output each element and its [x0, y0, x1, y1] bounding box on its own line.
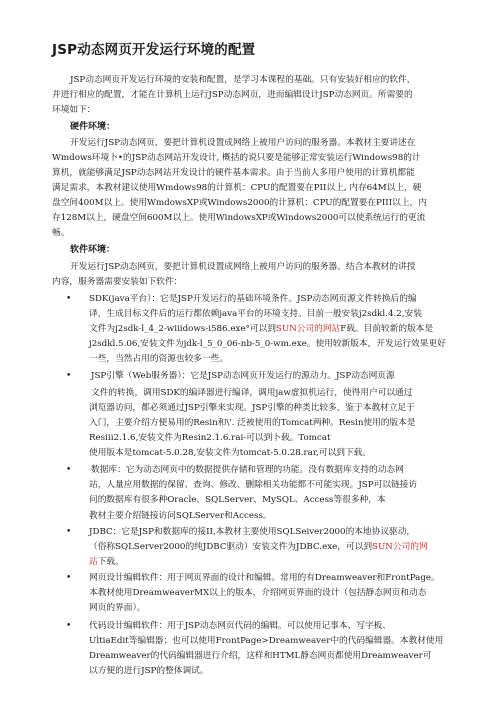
- bullet-marker: •: [66, 294, 72, 304]
- list-item-line: 以方便的进行JSP的整体调试。: [89, 666, 209, 676]
- hardware-line: Wmdows环境卜•的JSP动态网站开发设计, 概括的说只要是能够正常安装运行Windows98的计: [52, 153, 421, 163]
- list-item-line: 浏览器访问，都必须通过JSP引擎来实现。JSP引擎的种类比较多，鉴于本教材立足于: [89, 403, 415, 413]
- list-item-line: 入门，主要介绍方便易用的Resin和\'. 泛被使用的Tomcat两种。Resin使用的版本是: [89, 418, 416, 428]
- bullet-marker: •: [66, 527, 72, 537]
- hardware-line: 盘空间400M以上。使用WmdowsXP或Windows2000的计算机：CPU的配置要在PIII以上，内: [52, 198, 427, 208]
- list-item-line: 站，人量应用数据的保留、查询、修改、删除相关功能都不可能实现。JSP可以链接访: [89, 480, 418, 490]
- hardware-line: 开发运行JSP动态网页，要把计算机设置成网络上被用户访问的服务器。本教材主要讲述在: [70, 138, 416, 148]
- text-segment: 文件为j2sdk-l_4_2-wiiidows-i586.exe°可以到: [89, 324, 276, 334]
- link-text[interactable]: 站: [89, 557, 98, 567]
- list-item-line: [89, 556, 124, 568]
- list-item-line: [89, 323, 433, 335]
- software-line: 内容，服务器需要安装如下软件：: [52, 277, 183, 287]
- text-segment: 下载。: [97, 557, 124, 567]
- list-item-line: j2sdkl.5.06,安装文件为jdk-l_5_0_06-nb-5_0-wm.exe。使用较新版本，开发运行效果更好: [89, 339, 446, 349]
- list-item-line: 本教材使用DreamweaverMX以上的版本，介绍网页界面的设计（包括静态网页和动态: [89, 588, 427, 598]
- hardware-line: 畅。: [52, 228, 70, 238]
- list-item-line: 译，生成目标文件后的运行都依赖java平台的环境支持。目前一般安装j2sdkl.4.2,安装: [89, 309, 422, 319]
- bullet-marker: •: [66, 371, 72, 381]
- list-item-line: JSP引擎（Web服务器）：它是JSP动态网页开发运行的源动力。JSP动态网页源: [91, 371, 395, 381]
- list-item-line: 网页设计编辑软件：用于网页界面的设计和编辑。常用的有Dreamweaver和FrontPage。: [89, 573, 440, 583]
- list-item-line: 教材主要介绍链接访问SQLServer和Access。: [89, 511, 272, 521]
- bullet-marker: •: [66, 465, 72, 475]
- list-item-line: UltiaEdit等编辑器；也可以使用FrontPage>Dreamweaver中的代码编辑器。本教材使用: [89, 636, 444, 646]
- text-segment: （俗称SQLServer2000的纯JDBC驱动）安装文件为JDBC.exe，可以到: [89, 542, 373, 552]
- list-item-line: 使用版本是tomcat-5.0.28,安装文件为tomcat-5.0.28.rar,可以到下载。: [89, 448, 371, 458]
- bullet-marker: •: [66, 621, 72, 631]
- list-item-line: JDBC：它是JSP和数据库的接II,本教材主要使用SQLSeiver2000的本地协议驱动，: [89, 527, 416, 537]
- list-item-line: Resiii2.1.6,安装文件为Resin2.1.6.rai-可以到卜载。Tomcat: [89, 433, 331, 443]
- text-segment: F载。目前较新的版本是: [340, 324, 434, 334]
- list-item-line: Dreamweaver的代码编辑器进行介绍，这样和HTML静态网页都使用Dreamweaver可: [89, 651, 432, 661]
- page-title: JSP动态网页开发运行环境的配置: [52, 42, 256, 58]
- intro-line: 并进行相应的配置，才能在计算机上运行JSP动态网页，进而编辑设计JSP动态网页。所需要的: [52, 90, 413, 100]
- list-item-line: 问的数据库有很多种Oracle、SQLServer、MySQL、Access等很多种，本: [89, 495, 386, 505]
- hardware-line: 满足需求，本教材建议使用Wmdows98的计算机：CPU的配置要在PII以上, 内存64M以上，硬: [52, 183, 422, 193]
- list-item-line: SDK(java平台）：它是JSP开发运行的基础环境条件。JSP动态网页源文件转换后的编: [89, 294, 417, 304]
- section-heading-hardware: 硬件环境：: [70, 122, 116, 132]
- link-text[interactable]: SUN公司的网站: [275, 324, 341, 334]
- bullet-marker: •: [66, 573, 72, 583]
- section-heading-software: 软件环境：: [70, 245, 116, 255]
- software-line: 开发运行JSP动态网页，要把计算机设置成网络上被用户访问的服务器。结合本教材的讲授: [70, 262, 416, 272]
- link-text[interactable]: SUN公司的网: [372, 542, 428, 552]
- hardware-line: 算机，就能够满足JSP动态网站开发设计的硬件基本需求。由于当前人多用户使用的计算机都能: [52, 168, 415, 178]
- list-item-line: 代码设计编辑软件：用于JSP动态网页代码的编辑。可以使用记事本、写字板、: [89, 621, 391, 631]
- list-item-line: 一些，当然占用的资源也较多一些。: [89, 354, 228, 364]
- hardware-line: 存128M以上，硬盘空间600M以上。使用WindowsXP或Windows2000可以使系统运行的更流: [52, 213, 426, 223]
- list-item-line: 数据库：它为动态网页中的数据提供存储和管理的功能。没有数据库支持的动态网: [91, 465, 404, 475]
- intro-line: 环境如下：: [52, 105, 96, 115]
- list-item-line: 网页的界面）。: [89, 603, 146, 613]
- list-item-line: 文件的转换，调用SDK的编译器进行编译，调用jaw虚拟机运行，使得用户可以通过: [91, 388, 413, 398]
- intro-line: JSP动态网页开发运行环境的安装和配置，是学习本课程的基础。只有安装好相应的软件，: [70, 75, 416, 85]
- list-item-line: [89, 541, 428, 553]
